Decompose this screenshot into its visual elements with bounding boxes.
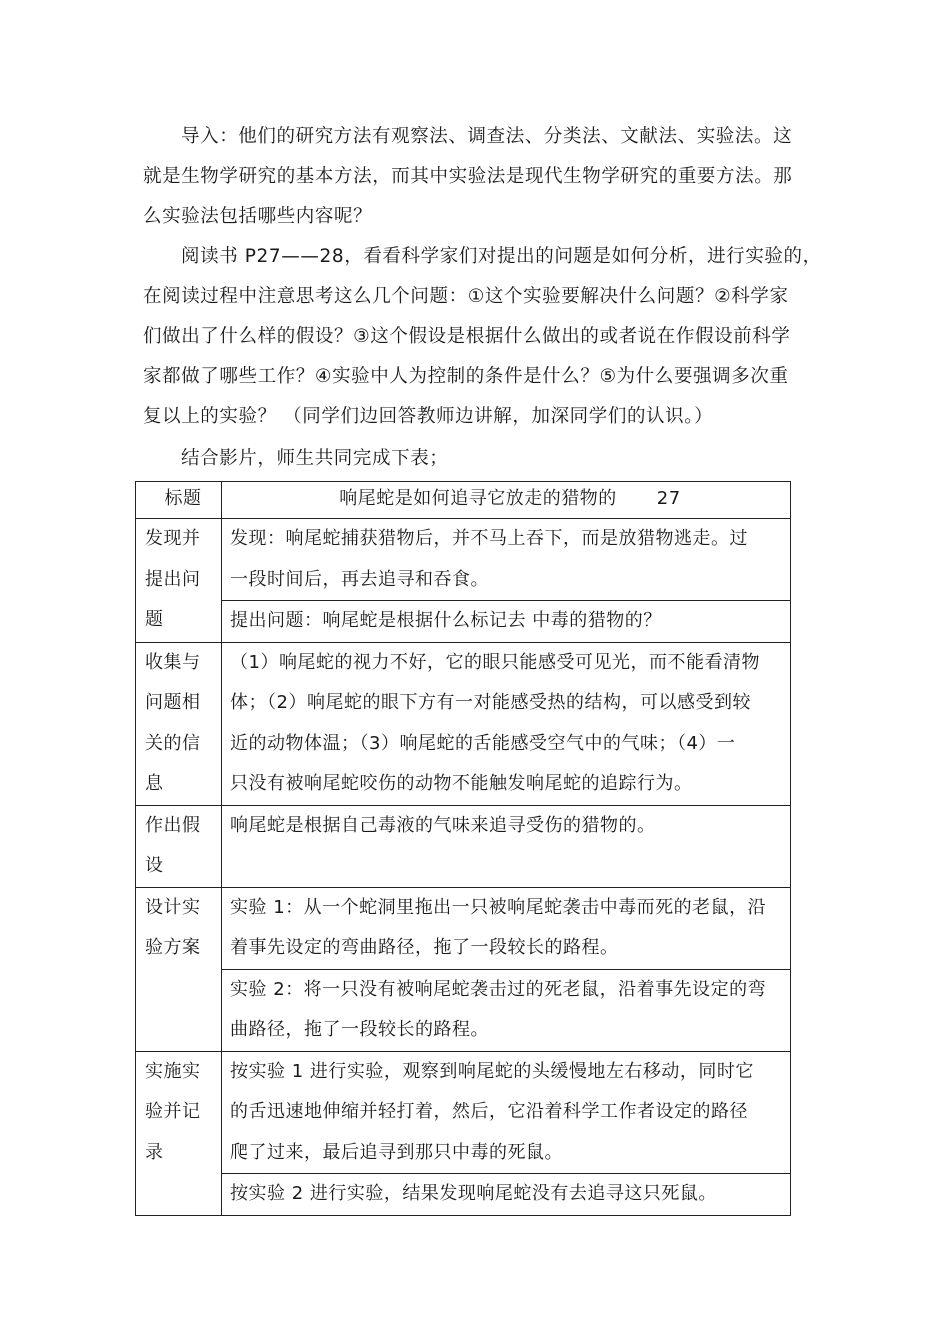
reading-line: 在阅读过程中注意思考这么几个问题：①这个实验要解决什么问题？②科学家 xyxy=(143,286,789,307)
table-row xyxy=(136,887,791,969)
label-line: 验并记 xyxy=(145,1101,201,1122)
title-value-cell xyxy=(222,482,791,519)
label-line: 收集与 xyxy=(145,651,201,673)
table-intro-text: 结合影片，师生共同完成下表； xyxy=(181,448,449,469)
cell-line: 响尾蛇是根据自己毒液的气味来追寻受伤的猎物的。 xyxy=(230,814,656,836)
intro-line: 导入：他们的研究方法有观察法、调查法、分类法、文献法、实验法。这 xyxy=(181,126,793,147)
experiment-table xyxy=(135,481,791,1216)
reading-line: 阅读书 P27——28，看看科学家们对提出的问题是如何分析，进行实验的， xyxy=(181,246,822,267)
cell-line: 实验 1：从一个蛇洞里拖出一只被响尾蛇袭击中毒而死的老鼠，沿 xyxy=(230,896,767,918)
table-row xyxy=(136,642,791,805)
cell-line: 按实验 1 进行实验，观察到响尾蛇的头缓慢地左右移动，同时它 xyxy=(230,1060,754,1082)
label-line: 提出问 xyxy=(145,568,201,590)
table-row xyxy=(136,1051,791,1174)
reading-line: 复以上的实验？ （同学们边回答教师边讲解，加深同学们的认识。） xyxy=(143,406,714,427)
table-row xyxy=(136,1174,791,1216)
hypothesis-label xyxy=(136,805,222,887)
label-line: 设计实 xyxy=(145,896,201,918)
cell-line: 按实验 2 进行实验，结果发现响尾蛇没有去追寻这只死鼠。 xyxy=(230,1183,717,1204)
table-intro xyxy=(143,439,803,479)
title-page: 27 xyxy=(656,488,681,509)
title-label: 标题 xyxy=(136,482,222,519)
cell-line: 只没有被响尾蛇咬伤的动物不能触发响尾蛇的追踪行为。 xyxy=(230,773,693,794)
table-row xyxy=(136,805,791,887)
label-line: 关的信 xyxy=(145,732,201,754)
question-cell xyxy=(222,601,791,643)
cell-line: 曲路径，拖了一段较长的路程。 xyxy=(230,1019,489,1040)
reading-line: 们做出了什么样的假设？③这个假设是根据什么做出的或者说在作假设前科学 xyxy=(143,326,791,347)
label-line: 验方案 xyxy=(145,937,201,958)
table-row xyxy=(136,969,791,1051)
cell-line: 实验 2：将一只没有被响尾蛇袭击过的死老鼠，沿着事先设定的弯 xyxy=(230,978,767,1000)
table-row xyxy=(136,601,791,643)
intro-line: 么实验法包括哪些内容呢？ xyxy=(143,206,373,227)
discover-label xyxy=(136,519,222,643)
label-line: 问题相 xyxy=(145,692,201,713)
cell-line: 的舌迅速地伸缩并轻打着，然后，它沿着科学工作者设定的路径 xyxy=(230,1101,748,1122)
table-row xyxy=(136,519,791,601)
intro-paragraph xyxy=(143,117,803,237)
reading-line: 家都做了哪些工作？④实验中人为控制的条件是什么？⑤为什么要强调多次重 xyxy=(143,366,789,387)
reading-paragraph xyxy=(143,237,822,437)
cell-line: （1）响尾蛇的视力不好，它的眼只能感受可见光，而不能看清物 xyxy=(230,651,760,673)
exp1-cell xyxy=(222,887,791,969)
label-line: 题 xyxy=(145,609,164,630)
cell-line: 一段时间后，再去追寻和吞食。 xyxy=(230,568,489,590)
table-row xyxy=(136,482,791,519)
label-line: 发现并 xyxy=(145,528,201,549)
discovery-cell xyxy=(222,519,791,601)
label-line: 作出假 xyxy=(145,814,201,836)
design-label xyxy=(136,887,222,1051)
label-line: 息 xyxy=(145,773,164,794)
hypothesis-cell xyxy=(222,805,791,887)
result1-cell xyxy=(222,1051,791,1174)
label-line: 实施实 xyxy=(145,1060,201,1082)
cell-line: 着事先设定的弯曲路径，拖了一段较长的路程。 xyxy=(230,937,619,958)
cell-line: 爬了过来，最后追寻到那只中毒的死鼠。 xyxy=(230,1141,563,1163)
cell-line: 提出问题：响尾蛇是根据什么标记去 中毒的猎物的？ xyxy=(230,610,662,631)
exp2-cell xyxy=(222,969,791,1051)
label-line: 录 xyxy=(145,1141,164,1163)
conduct-label xyxy=(136,1051,222,1215)
label-line: 设 xyxy=(145,855,164,876)
cell-line: 发现：响尾蛇捕获猎物后，并不马上吞下，而是放猎物逃走。过 xyxy=(230,528,748,549)
result2-cell xyxy=(222,1174,791,1216)
collect-cell xyxy=(222,642,791,805)
cell-line: 体；（2）响尾蛇的眼下方有一对能感受热的结构，可以感受到较 xyxy=(230,692,751,713)
title-value: 响尾蛇是如何追寻它放走的猎物的 xyxy=(339,488,617,509)
cell-line: 近的动物体温；（3）响尾蛇的舌能感受空气中的气味；（4）一 xyxy=(230,732,736,754)
collect-label xyxy=(136,642,222,805)
intro-line: 就是生物学研究的基本方法，而其中实验法是现代生物学研究的重要方法。那 xyxy=(143,166,793,187)
